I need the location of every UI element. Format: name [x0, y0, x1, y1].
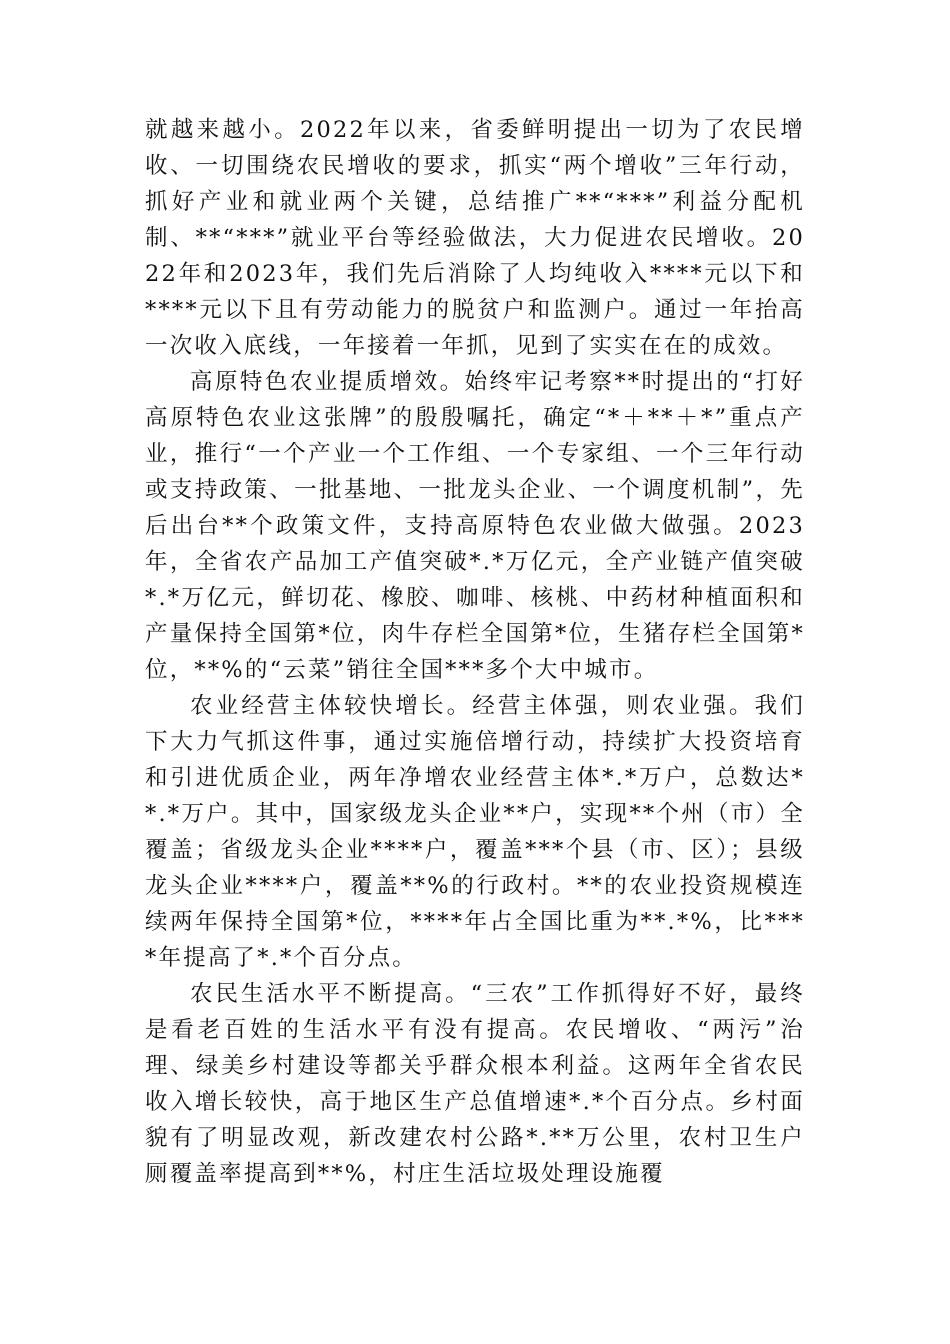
paragraph-business-entities: 农业经营主体较快增长。经营主体强，则农业强。我们下大力气抓这件事，通过实施倍增行动，持续扩大投资培育和引进优质企业，两年净增农业经营主体*.*万户，总数达**.*万户。其中，国家级龙头企业**户，实现**个州（市）全覆盖；省级龙头企业****户，覆盖***个县（市、区）；县级龙头企业****户，覆盖**%的行政村。**的农业投资规模连续两年保持全国第*位，****年占全国比重为**.*%，比****年提高了*.*个百分点。 — [145, 693, 805, 971]
paragraph-plateau-agriculture: 高原特色农业提质增效。始终牢记考察**时提出的“打好高原特色农业这张牌”的殷殷嘱托，确定“*＋**＋*”重点产业，推行“一个产业一个工作组、一个专家组、一个三年行动或支持政策、一批基地、一批龙头企业、一个调度机制”，先后出台**个政策文件，支持高原特色农业做大做强。2023年，全省农产品加工产值突破*.*万亿元，全产业链产值突破*.*万亿元，鲜切花、橡胶、咖啡、核桃、中药材种植面积和产量保持全国第*位，肉牛存栏全国第*位，生猪存栏全国第*位，**%的“云菜”销往全国***多个大中城市。 — [145, 369, 805, 683]
document-body — [145, 112, 805, 1192]
paragraph-living-standards: 农民生活水平不断提高。“三农”工作抓得好不好，最终是看老百姓的生活水平有没有提高。农民增收、“两污”治理、绿美乡村建设等都关乎群众根本利益。这两年全省农民收入增长较快，高于地区生产总值增速*.*个百分点。乡村面貌有了明显改观，新改建农村公路*.**万公里，农村卫生户厕覆盖率提高到**%，村庄生活垃圾处理设施覆 — [145, 981, 805, 1187]
paragraph-farmer-income: 就越来越小。2022年以来，省委鲜明提出一切为了农民增收、一切围绕农民增收的要求，抓实“两个增收”三年行动，抓好产业和就业两个关键，总结推广**“***”利益分配机制、**“***”就业平台等经验做法，大力促进农民增收。2022年和2023年，我们先后消除了人均纯收入****元以下和****元以下且有劳动能力的脱贫户和监测户。通过一年抬高一次收入底线，一年接着一年抓，见到了实实在在的成效。 — [145, 117, 805, 359]
